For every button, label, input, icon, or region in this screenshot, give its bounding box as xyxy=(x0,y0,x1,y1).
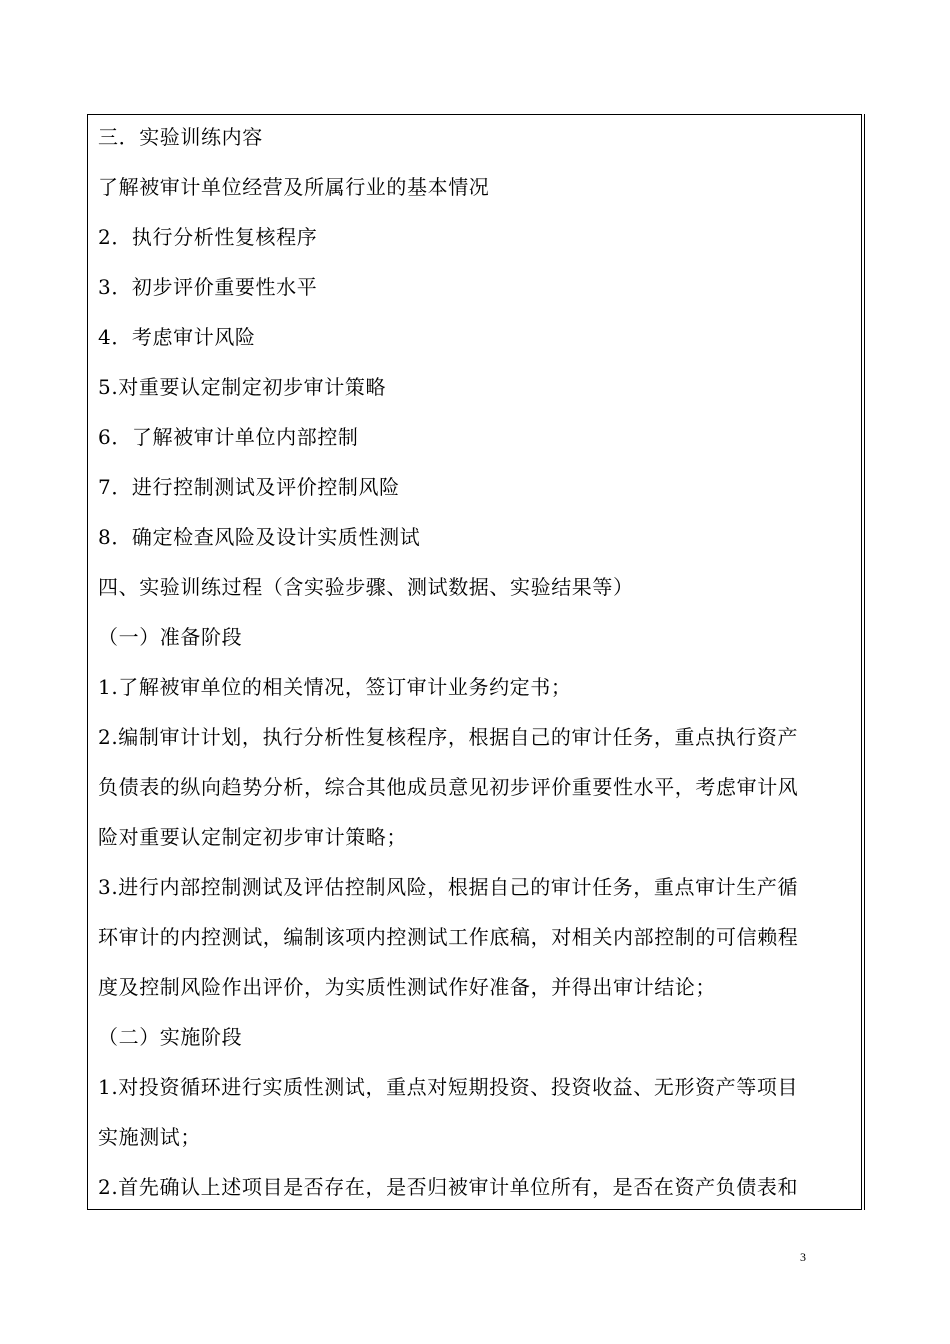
paragraph-line: 1.了解被审单位的相关情况，签订审计业务约定书； xyxy=(98,675,572,699)
list-item: 7．进行控制测试及评价控制风险 xyxy=(98,475,400,499)
paragraph-line: 度及控制风险作出评价，为实质性测试作好准备，并得出审计结论； xyxy=(98,975,716,999)
page-number: 3 xyxy=(800,1250,806,1264)
list-item: 8．确定检查风险及设计实质性测试 xyxy=(98,525,421,549)
list-item: 6．了解被审计单位内部控制 xyxy=(98,425,359,449)
paragraph-line: 3.进行内部控制测试及评估控制风险，根据自己的审计任务，重点审计生产循 xyxy=(98,875,799,899)
subsection-heading-preparation: （一）准备阶段 xyxy=(98,625,243,649)
list-item: 5.对重要认定制定初步审计策略 xyxy=(98,375,387,399)
subsection-heading-implementation: （二）实施阶段 xyxy=(98,1025,243,1049)
paragraph-line: 2.首先确认上述项目是否存在，是否归被审计单位所有，是否在资产负债表和 xyxy=(98,1175,799,1199)
content-table-cell xyxy=(87,114,862,1210)
list-item: 4．考虑审计风险 xyxy=(98,325,256,349)
paragraph-line: 2.编制审计计划，执行分析性复核程序，根据自己的审计任务，重点执行资产 xyxy=(98,725,799,749)
section-heading-content: 三．实验训练内容 xyxy=(98,125,263,149)
paragraph-line: 险对重要认定制定初步审计策略； xyxy=(98,825,407,849)
list-item: 2．执行分析性复核程序 xyxy=(98,225,318,249)
paragraph-line: 负债表的纵向趋势分析，综合其他成员意见初步评价重要性水平，考虑审计风 xyxy=(98,775,799,799)
paragraph-line: 实施测试； xyxy=(98,1125,201,1149)
paragraph-line: 1.对投资循环进行实质性测试，重点对短期投资、投资收益、无形资产等项目 xyxy=(98,1075,799,1099)
text-line: 了解被审计单位经营及所属行业的基本情况 xyxy=(98,175,490,199)
list-item: 3．初步评价重要性水平 xyxy=(98,275,318,299)
section-heading-process: 四、实验训练过程（含实验步骤、测试数据、实验结果等） xyxy=(98,575,634,599)
paragraph-line: 环审计的内控测试，编制该项内控测试工作底稿，对相关内部控制的可信赖程 xyxy=(98,925,799,949)
